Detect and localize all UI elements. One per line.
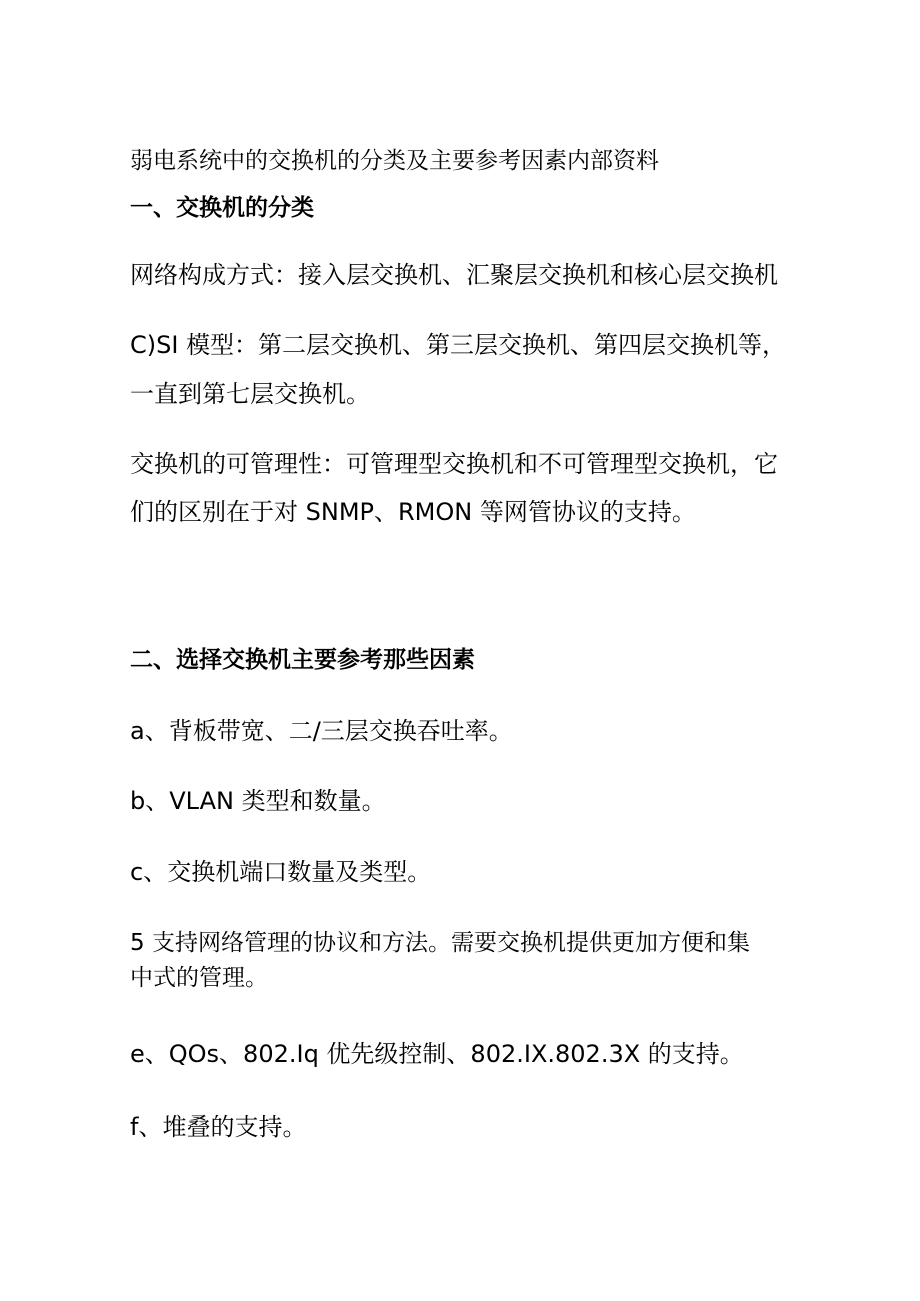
factor-item-b: b、VLAN 类型和数量。 [130,787,386,815]
osi-model-paragraph-line-1: C)SI 模型：第二层交换机、第三层交换机、第四层交换机等， [130,331,787,359]
document-title: 弱电系统中的交换机的分类及主要参考因素内部资料 [130,148,659,174]
osi-model-paragraph-line-2: 一直到第七层交换机。 [130,380,370,408]
manageability-paragraph-line-2: 们的区别在于对 SNMP、RMON 等网管协议的支持。 [130,498,696,526]
section-1-heading: 一、交换机的分类 [130,195,314,221]
network-structure-paragraph: 网络构成方式：接入层交换机、汇聚层交换机和核心层交换机 [130,261,778,289]
manageability-paragraph-line-1: 交换机的可管理性：可管理型交换机和不可管理型交换机，它 [130,450,778,478]
factor-item-e: e、QOs、802.Iq 优先级控制、802.IX.802.3X 的支持。 [130,1040,744,1068]
factor-item-c: c、交换机端口数量及类型。 [130,858,432,886]
factor-item-a: a、背板带宽、二/三层交换吞吐率。 [130,717,513,745]
factor-item-d-line-1: 5 支持网络管理的协议和方法。需要交换机提供更加方便和集 [130,930,750,956]
factor-item-d-line-2: 中式的管理。 [130,965,268,991]
section-2-heading: 二、选择交换机主要参考那些因素 [130,647,475,673]
factor-item-f: f、堆叠的支持。 [130,1113,307,1141]
